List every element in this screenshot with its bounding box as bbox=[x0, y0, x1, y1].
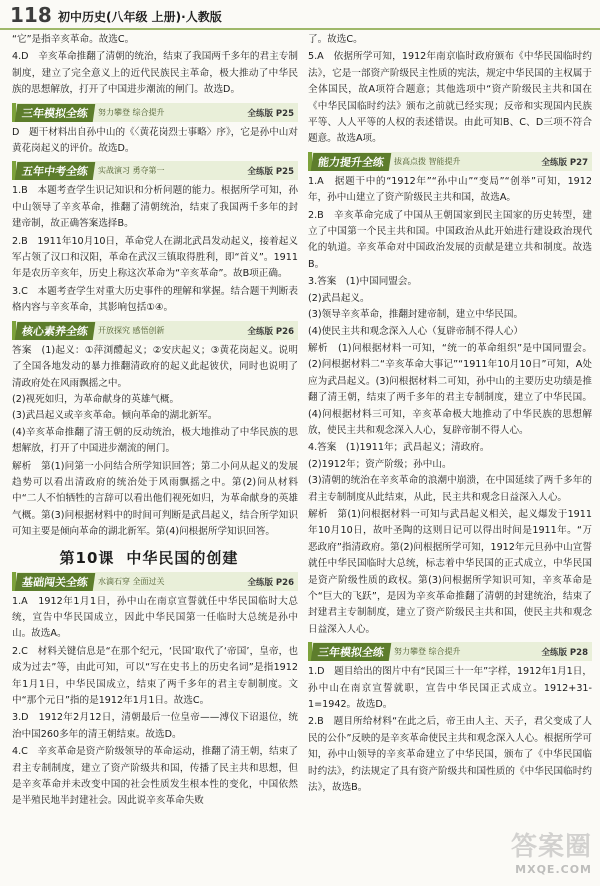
section-ref: 全练版 P25 bbox=[247, 167, 294, 178]
answer-block: 4.答案 (1)1911年；武昌起义；清政府。 (2)1912年；资产阶级；孙中山。 (3)清朝的统治在辛亥革命的浪潮中崩溃，在中国延续了两千多年的君主专制制度从此结束，从此，民主共和观念日益深入人心。 bbox=[308, 442, 592, 503]
section-band bbox=[12, 572, 298, 591]
watermark bbox=[511, 826, 592, 876]
paragraph: 了。故选C。 bbox=[308, 34, 363, 45]
section-band bbox=[308, 642, 592, 661]
section-subtitle: 努力攀登 综合提升 bbox=[98, 107, 165, 117]
lesson-number: 第10课 bbox=[59, 548, 115, 567]
watermark-main: 答案圈 bbox=[510, 832, 592, 862]
section-ref: 全练版 P25 bbox=[247, 108, 294, 119]
right-column bbox=[308, 32, 592, 797]
paragraph: 4.D 辛亥革命推翻了清朝的统治，结束了我国两千多年的君主专制制度，建立了完全意义上的近代民族民主革命，极大推动了中华民族的思想解放，打开了中国进步潮流的闸门。故选D。 bbox=[12, 51, 298, 96]
section-title: 三年模拟全练 bbox=[311, 643, 392, 661]
paragraph: 1.A 1912年1月1日，孙中山在南京宣誓就任中华民国临时大总统，宣告中华民国成立，因此中华民国第一任临时大总统是孙中山。故选A。 bbox=[12, 595, 298, 640]
section-subtitle: 开放探究 感悟创新 bbox=[98, 325, 165, 335]
paragraph: 2.C 材料关键信息是“在那个纪元，‘民国’取代了‘帝国’，皇帝，也成为过去”等，由此可知，可以“写在史书上的历史名词”是指1912年1月1日，中华民国成立，结束了两千多年的君主专制制度。文中“那个元日”指的是1912年1月1日。故选C。 bbox=[12, 645, 298, 706]
answer-block: 答案 (1)起义：①萍浏醴起义；②安庆起义；③黄花岗起义。说明了全国各地发动的暴力推翻清政府的起义此起彼伏，同时也说明了清政府处在风雨飘摇之中。 (2)视死如归，为革命献身的英雄气概。 (3)武昌起义或辛亥革命。倾向革命的湖北新军。 (4)辛亥革命推翻了清王朝的反动统治，极大地推动了中华民族的思想解放，打开了中国进步潮流的闸门。 bbox=[12, 344, 298, 455]
paragraph: 2.B 1911年10月10日，革命党人在湖北武昌发动起义，接着起义军占领了汉口和汉阳，革命在武汉三镇取得胜利，即“首义”。1911年是农历辛亥年，历史上称这次革命为“辛亥革命”。故B项正确。 bbox=[12, 235, 298, 280]
page-number: 118 bbox=[10, 3, 52, 27]
paragraph: 4.C 辛亥革命是资产阶级领导的革命运动，推翻了清王朝，结束了君主专制制度，建立了资产阶级共和国，传播了民主共和思想，但是辛亥革命并未改变中国的社会性质发生根本性的变化，中国依然是半殖民地半封建社会。因此说辛亥革命失败 bbox=[12, 746, 298, 807]
answer-block: 3.答案 (1)中国同盟会。 (2)武昌起义。 (3)领导辛亥革命，推翻封建帝制，建立中华民国。 (4)使民主共和观念深入人心（复辟帝制不得人心） bbox=[308, 276, 524, 337]
section-band bbox=[308, 152, 592, 171]
section-ref: 全练版 P28 bbox=[541, 648, 588, 659]
section-band bbox=[12, 161, 298, 180]
paragraph: 3.C 本题考查学生对重大历史事件的理解和掌握。结合题干判断表格内容与辛亥革命，其影响包括①④。 bbox=[12, 285, 298, 314]
lesson-heading bbox=[12, 547, 298, 568]
section-title: 三年模拟全练 bbox=[15, 104, 96, 122]
paragraph: 1.D 题目给出的图片中有“民国三十一年”字样，1912年1月1日，孙中山在南京宣誓就职，宣告中华民国正式成立。1912+31-1=1942。故选D。 bbox=[308, 666, 592, 711]
section-subtitle: 实战演习 勇夺第一 bbox=[98, 166, 165, 176]
section-band bbox=[12, 321, 298, 340]
page-header bbox=[0, 0, 600, 30]
section-ref: 全练版 P26 bbox=[247, 577, 294, 588]
paragraph: 解析 第(1)问第一小问结合所学知识回答；第二小问从起义的发展趋势可以看出清政府的统治处于风雨飘摇之中。第(2)问从材料中“二人不怕牺牲的言辞可以看出他们视死如归，为革命献身的英雄气概。第(3)问根据材料中的时间可判断是武昌起义，结合所学知识可知主要是倾向革命的湖北新军。第(4)问根据所学知识回答。 bbox=[12, 460, 298, 538]
section-ref: 全练版 P26 bbox=[247, 326, 294, 337]
watermark-sub: MXQE.COM bbox=[515, 863, 592, 876]
paragraph: D 题干材料出自孙中山的《〈黄花岗烈士事略〉序》，它是孙中山对黄花岗起义的评价。故选D。 bbox=[12, 126, 298, 155]
paragraph: 解析 (1)问根据材料一可知，“统一的革命组织”是中国同盟会。(2)问根据材料二“辛亥革命大事记”“1911年10月10日”可知，A处应为武昌起义。(3)问根据材料二可知，孙中山的主要历史功绩是推翻了清王朝，结束了两千多年的君主专制制度，建立了中华民国。(4)问根据材料三可知，辛亥革命极大地推动了中华民族的思想解放，使民主共和观念深入人心，复辟帝制不得人心。 bbox=[308, 342, 592, 436]
paragraph: 1.B 本题考查学生识记知识和分析问题的能力。根据所学可知，孙中山领导了辛亥革命，推翻了清朝统治，结束了我国两千多年的封建帝制，故正确答案选择B。 bbox=[12, 185, 298, 230]
section-title: 核心素养全练 bbox=[15, 322, 96, 340]
section-band bbox=[12, 103, 298, 122]
section-title: 基础闯关全练 bbox=[15, 573, 96, 591]
section-title: 能力提升全练 bbox=[311, 153, 392, 171]
left-column bbox=[12, 32, 298, 811]
section-subtitle: 拔高点拨 智能提升 bbox=[394, 156, 461, 166]
section-ref: 全练版 P27 bbox=[541, 157, 588, 168]
paragraph: 1.A 据题干中的“1912年”“孙中山”“变局”“创举”可知，1912年，孙中山建立了资产阶级民主共和国，故选A。 bbox=[308, 175, 592, 204]
paragraph: 2.B 辛亥革命完成了中国从王朝国家到民主国家的历史转型，建立了中国第一个民主共和国。中国政治从此开始进行建设政治现代化的轨道。辛亥革命对中国政治发展的贡献是建立共和制度。故选B。 bbox=[308, 209, 592, 270]
paragraph: “它”是指辛亥革命。故选C。 bbox=[12, 34, 135, 45]
paragraph: 3.D 1912年2月12日，清朝最后一位皇帝——溥仪下诏退位，统治中国260多年的清王朝结束。故选D。 bbox=[12, 712, 298, 740]
book-title: 初中历史(八年级 上册)·人教版 bbox=[58, 10, 222, 24]
section-subtitle: 努力攀登 综合提升 bbox=[394, 647, 461, 657]
paragraph: 解析 第(1)问根据材料一可知与武昌起义相关，起义爆发于1911年10月10日，故叶圣陶的这则日记可以得出时间是1911年。“万恶政府”指清政府。第(2)问根据所学可知，1912年元旦孙中山宣誓就任中华民国临时大总统，标志着中华民国的正式成立，中华民国是资产阶级性质的政权。第(3)问根据所学知识可知，辛亥革命是个“巨大的飞跃”，是因为辛亥革命推翻了清朝的封建统治，结束了封建君主专制制度，建立了资产阶级民主共和国，使民主共和观念日益深入人心。 bbox=[308, 508, 592, 635]
paragraph: 2.B 题目所给材料“在此之后，帝王由人主、天子，君父变成了人民的公仆”反映的是辛亥革命使民主共和观念深入人心。根据所学可知，孙中山领导的辛亥革命建立了中华民国，颁布了《中华民国临时约法》，约法规定了具有资产阶级共和国性质的《中华民国临时约法》，故选B。 bbox=[308, 716, 592, 794]
paragraph: 5.A 依据所学可知，1912年南京临时政府颁布《中华民国临时约法》，它是一部资产阶级民主性质的宪法，规定中华民国的主权属于全体国民，故A项符合题意；其他选项中“资产阶级民主共和国在《中华民国临时约法》颁布之前就已经实现；反帝和实现国内民族平等、人人平等的人权的表述错误。由此可知B、C、D三项不符合题意。故选A项。 bbox=[308, 51, 592, 145]
lesson-title: 中华民国的创建 bbox=[126, 548, 239, 567]
section-subtitle: 水滴石穿 全面过关 bbox=[98, 576, 165, 586]
section-title: 五年中考全练 bbox=[15, 162, 96, 180]
